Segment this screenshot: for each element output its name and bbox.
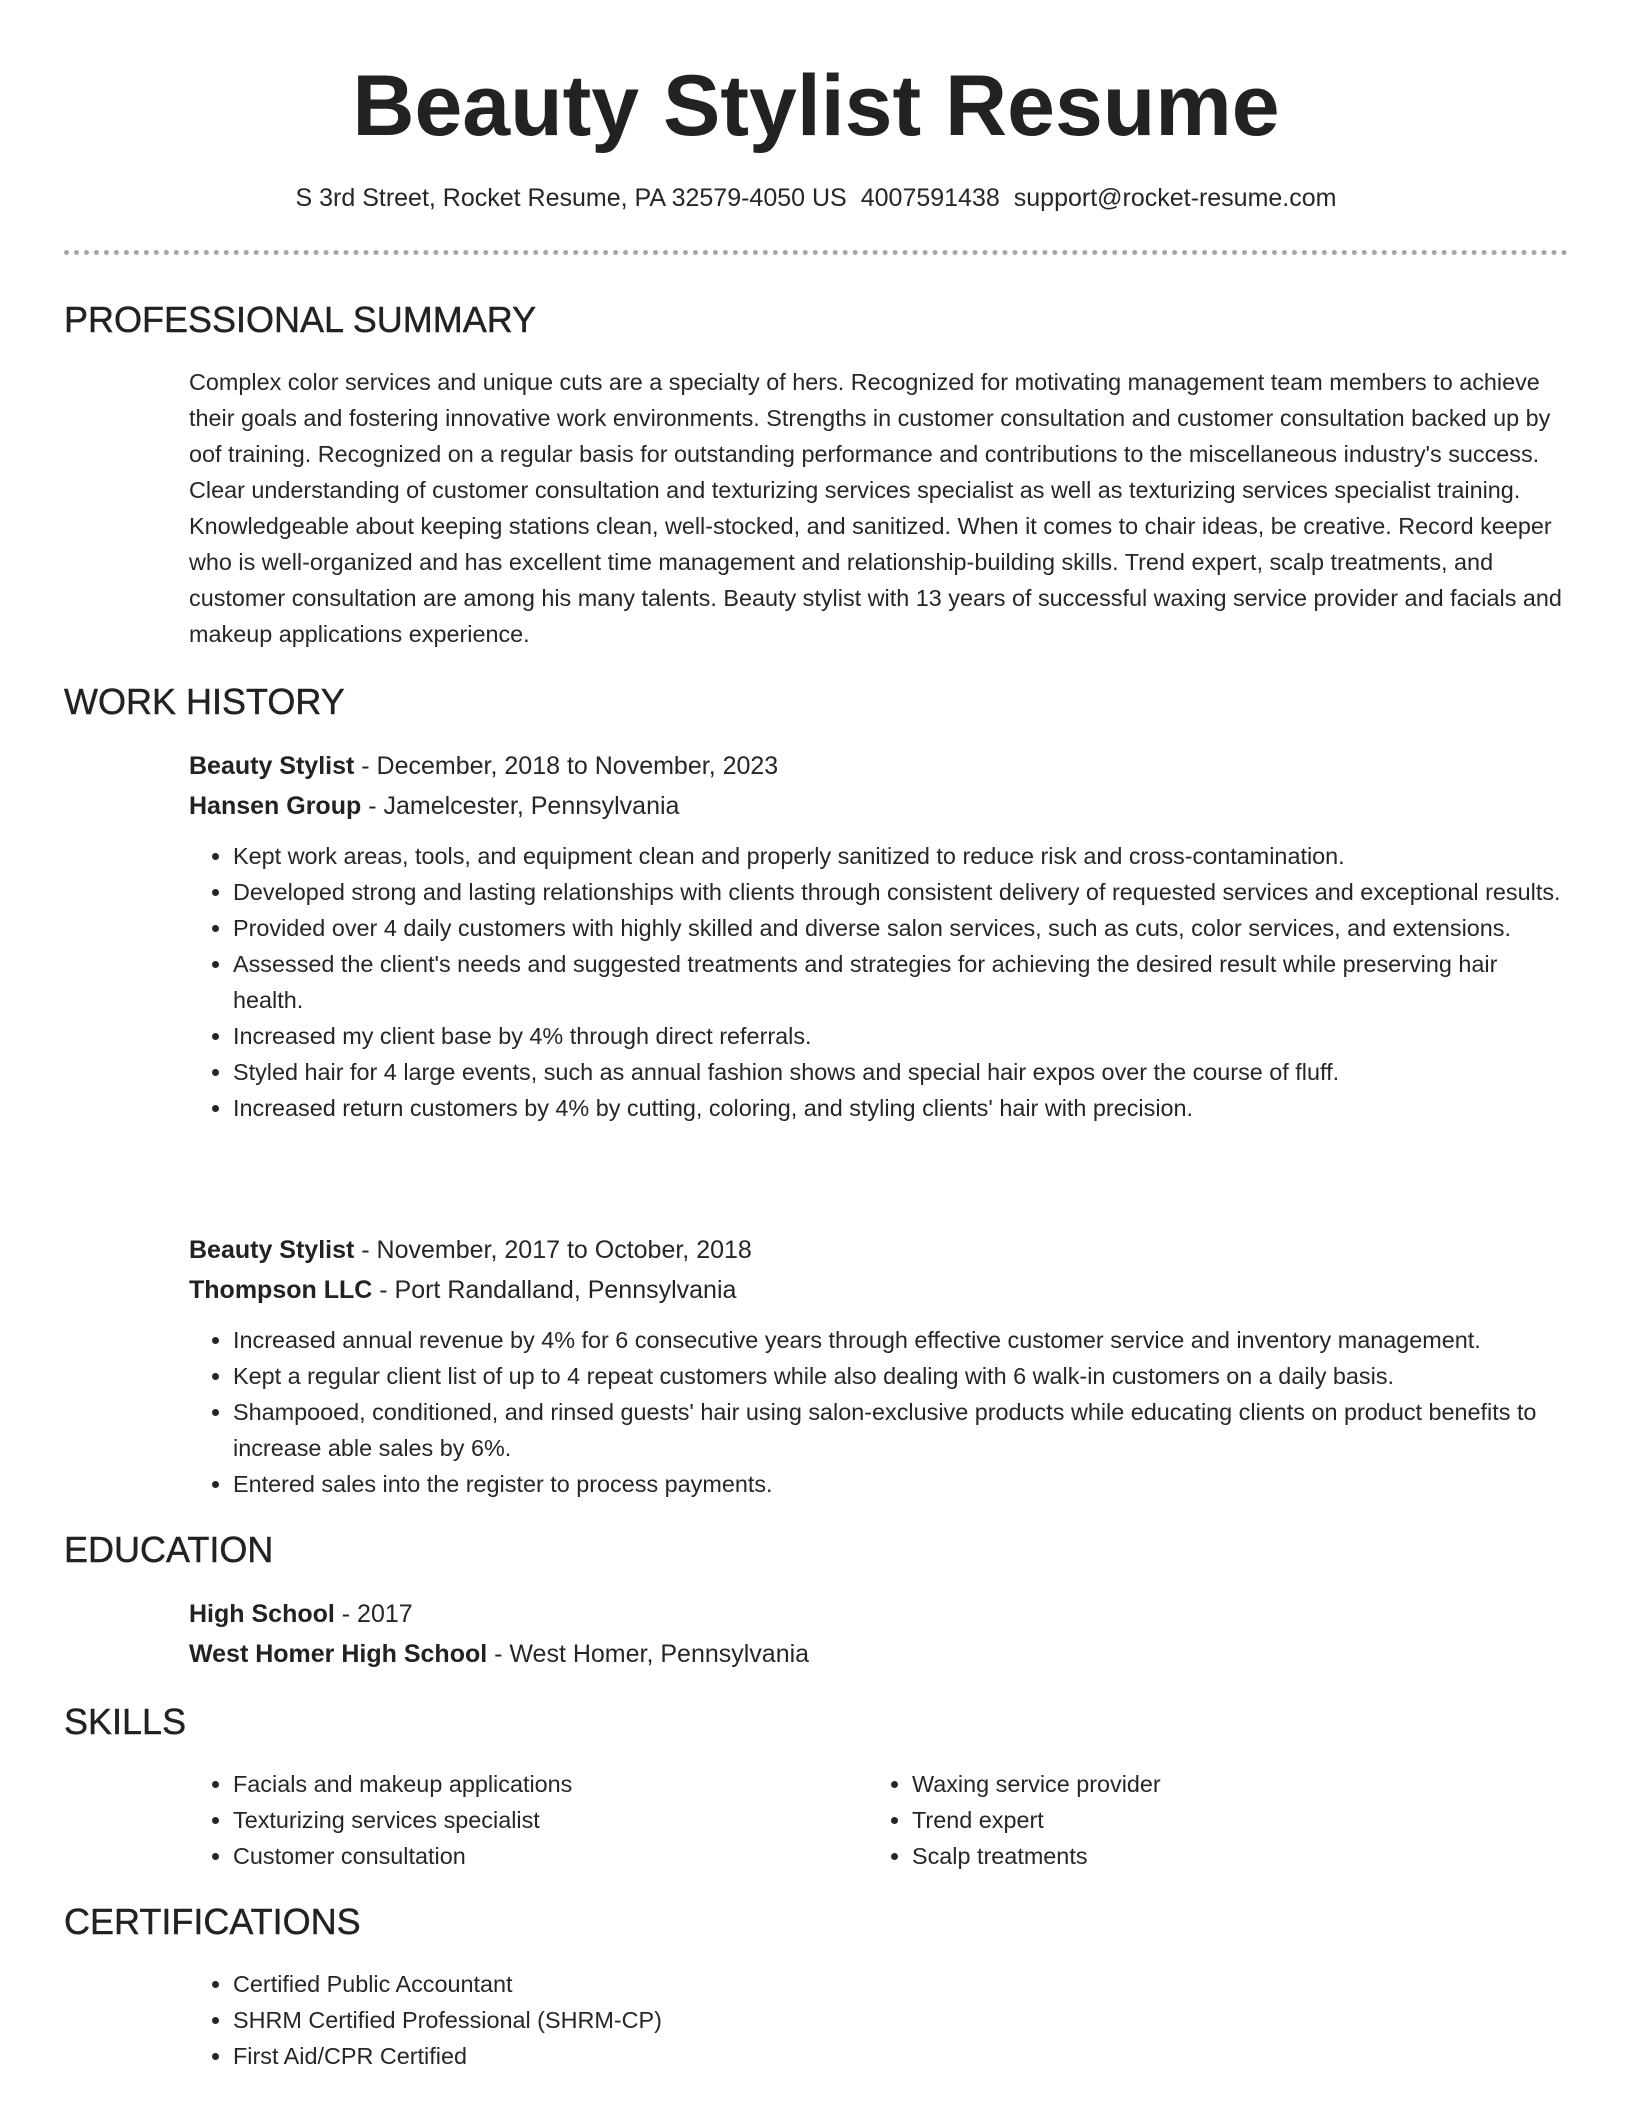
skill-item: • Trend expert — [912, 1802, 1508, 1838]
skill-item: • Texturizing services specialist — [233, 1802, 829, 1838]
certifications-list — [189, 1966, 1569, 2074]
job-bullets — [189, 1322, 1569, 1502]
list-item: • Styled hair for 4 large events, such as annual fashion shows and special hair expos over the course of fluff. — [233, 1054, 1569, 1090]
education-degree-line — [189, 1594, 1569, 1634]
job-title-line — [189, 1230, 1569, 1270]
skill-item: • Facials and makeup applications — [233, 1766, 829, 1802]
education-heading: EDUCATION — [64, 1529, 274, 1570]
contact-info — [0, 180, 1632, 216]
certifications-section — [189, 1966, 1569, 2074]
list-item: • Shampooed, conditioned, and rinsed guests' hair using salon-exclusive products while educating clients on product benefits to increase able sales by 6%. — [233, 1394, 1569, 1466]
job-bullets — [189, 838, 1569, 1126]
education-school-line — [189, 1634, 1569, 1674]
header-divider — [64, 250, 1568, 255]
job-dates: - December, 2018 to November, 2023 — [354, 752, 779, 780]
job-company-line — [189, 786, 1569, 826]
list-item: • Kept work areas, tools, and equipment clean and properly sanitized to reduce risk and cross-contamination. — [233, 838, 1569, 874]
list-item: • Developed strong and lasting relationships with clients through consistent delivery of requested services and exceptional results. — [233, 874, 1569, 910]
job-title-line — [189, 746, 1569, 786]
skills-heading: SKILLS — [64, 1701, 187, 1742]
education-year: - 2017 — [334, 1600, 413, 1628]
contact-phone: 4007591438 — [860, 184, 1000, 212]
list-item: • Assessed the client's needs and suggested treatments and strategies for achieving the desired result while preserving hair health. — [233, 946, 1569, 1018]
certification-item: • First Aid/CPR Certified — [233, 2038, 1569, 2074]
contact-email[interactable]: support@rocket-resume.com — [1013, 184, 1337, 212]
education-school: West Homer High School — [189, 1640, 488, 1668]
job-location: - Jamelcester, Pennsylvania — [361, 792, 680, 820]
job-location: - Port Randalland, Pennsylvania — [372, 1276, 737, 1304]
skills-column-right — [868, 1766, 1508, 1874]
job-title: Beauty Stylist — [189, 1236, 355, 1264]
skills-column-left — [189, 1766, 829, 1874]
job-entry — [189, 1230, 1569, 1502]
skills-list — [868, 1766, 1508, 1874]
job-company: Thompson LLC — [189, 1276, 373, 1304]
job-company: Hansen Group — [189, 792, 362, 820]
certifications-heading: CERTIFICATIONS — [64, 1901, 361, 1942]
list-item: • Kept a regular client list of up to 4 repeat customers while also dealing with 6 walk-in customers on a daily basis. — [233, 1358, 1569, 1394]
education-location: - West Homer, Pennsylvania — [487, 1640, 810, 1668]
job-dates: - November, 2017 to October, 2018 — [354, 1236, 752, 1264]
education-entry — [189, 1594, 1569, 1674]
contact-address: S 3rd Street, Rocket Resume, PA 32579-4050 US — [295, 184, 847, 212]
list-item: • Increased return customers by 4% by cutting, coloring, and styling clients' hair with precision. — [233, 1090, 1569, 1126]
list-item: • Increased my client base by 4% through direct referrals. — [233, 1018, 1569, 1054]
skills-list — [189, 1766, 829, 1874]
certification-item: • Certified Public Accountant — [233, 1966, 1569, 2002]
list-item: • Entered sales into the register to process payments. — [233, 1466, 1569, 1502]
job-company-line — [189, 1270, 1569, 1310]
job-title: Beauty Stylist — [189, 752, 355, 780]
education-degree: High School — [189, 1600, 335, 1628]
summary-heading: PROFESSIONAL SUMMARY — [64, 299, 537, 340]
job-entry — [189, 746, 1569, 1126]
list-item: • Increased annual revenue by 4% for 6 consecutive years through effective customer service and inventory management. — [233, 1322, 1569, 1358]
summary-text: Complex color services and unique cuts are a specialty of hers. Recognized for motivating management team members to achieve their goals and fostering innovative work environments. Strengths in customer consultation and customer consultation backed up by oof training. Recognized on a regular basis for outstanding performance and contributions to the miscellaneous industry's success. Clear understanding of customer consultation and texturizing services specialist as well as texturizing services specialist training. Knowledgeable about keeping stations clean, well-stocked, and sanitized. When it comes to chair ideas, be creative. Record keeper who is well-organized and has excellent time management and relationship-building skills. Trend expert, scalp treatments, and customer consultation are among his many talents. Beauty stylist with 13 years of successful waxing service provider and facials and makeup applications experience. — [189, 369, 1562, 647]
skill-item: • Customer consultation — [233, 1838, 829, 1874]
skill-item: • Scalp treatments — [912, 1838, 1508, 1874]
summary-section — [189, 364, 1569, 652]
skill-item: • Waxing service provider — [912, 1766, 1508, 1802]
work-history-heading: WORK HISTORY — [64, 681, 345, 722]
certification-item: • SHRM Certified Professional (SHRM-CP) — [233, 2002, 1569, 2038]
resume-title: Beauty Stylist Resume — [352, 58, 1280, 154]
list-item: • Provided over 4 daily customers with highly skilled and diverse salon services, such as cuts, color services, and extensions. — [233, 910, 1569, 946]
